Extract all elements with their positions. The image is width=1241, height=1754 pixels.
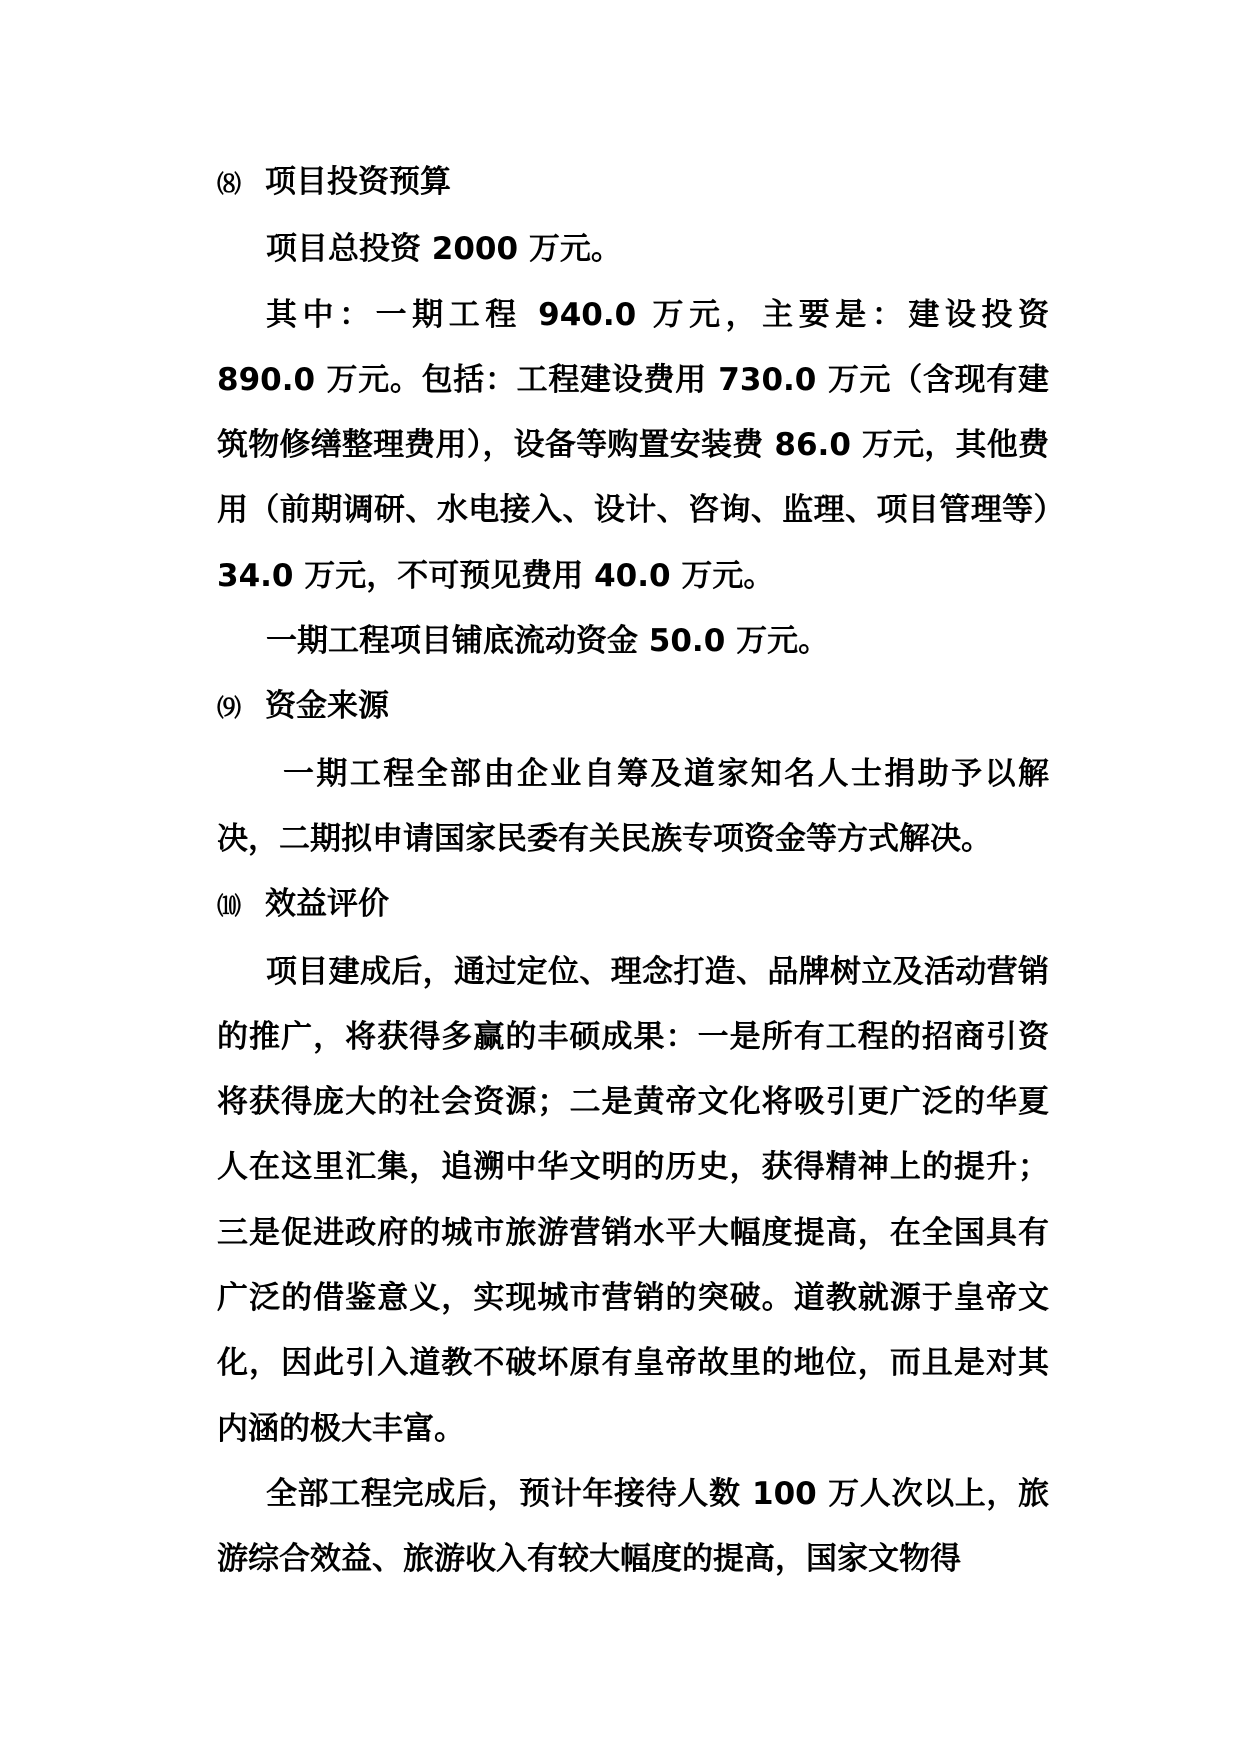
paragraph-phase-one-breakdown: 其中：一期工程 940.0 万元，主要是：建设投资 890.0 万元。包括：工程建设费用 730.0 万元（含现有建筑物修缮整理费用），设备等购置安装费 86.0 万元，其他费用（前期调研、水电接入、设计、咨询、监理、项目管理等）34.0 万元，不可预见费用 40.0 万元。	[217, 296, 1049, 594]
paragraph-benefits: 项目建成后，通过定位、理念打造、品牌树立及活动营销的推广，将获得多赢的丰硕成果：一是所有工程的招商引资将获得庞大的社会资源；二是黄帝文化将吸引更广泛的华夏人在这里汇集，追溯中华文明的历史，获得精神上的提升；三是促进政府的城市旅游营销水平大幅度提高，在全国具有广泛的借鉴意义，实现城市营销的突破。道教就源于皇帝文化，因此引入道教不破坏原有皇帝故里的地位，而且是对其内涵的极大丰富。	[217, 953, 1049, 1447]
section-title: 项目投资预算	[265, 164, 451, 200]
section-heading-funding-source	[217, 674, 1049, 741]
section-title: 资金来源	[265, 688, 389, 725]
section-title: 效益评价	[265, 886, 389, 923]
paragraph-funding-description: 一期工程全部由企业自筹及道家知名人士捐助予以解决，二期拟申请国家民委有关民族专项资金等方式解决。	[217, 755, 1049, 857]
document-page	[217, 150, 1049, 1593]
paragraph-working-capital: 一期工程项目铺底流动资金 50.0 万元。	[266, 623, 830, 660]
section-number: ⑽	[217, 892, 241, 921]
section-number: ⑼	[217, 694, 241, 723]
section-heading-investment-budget	[217, 150, 1049, 217]
section-heading-benefit-evaluation	[217, 872, 1049, 939]
section-number: ⑻	[217, 170, 241, 198]
paragraph-visitor-forecast: 全部工程完成后，预计年接待人数 100 万人次以上，旅游综合效益、旅游收入有较大幅度的提高，国家文物得	[217, 1475, 1049, 1578]
paragraph-total-investment: 项目总投资 2000 万元。	[266, 231, 622, 268]
